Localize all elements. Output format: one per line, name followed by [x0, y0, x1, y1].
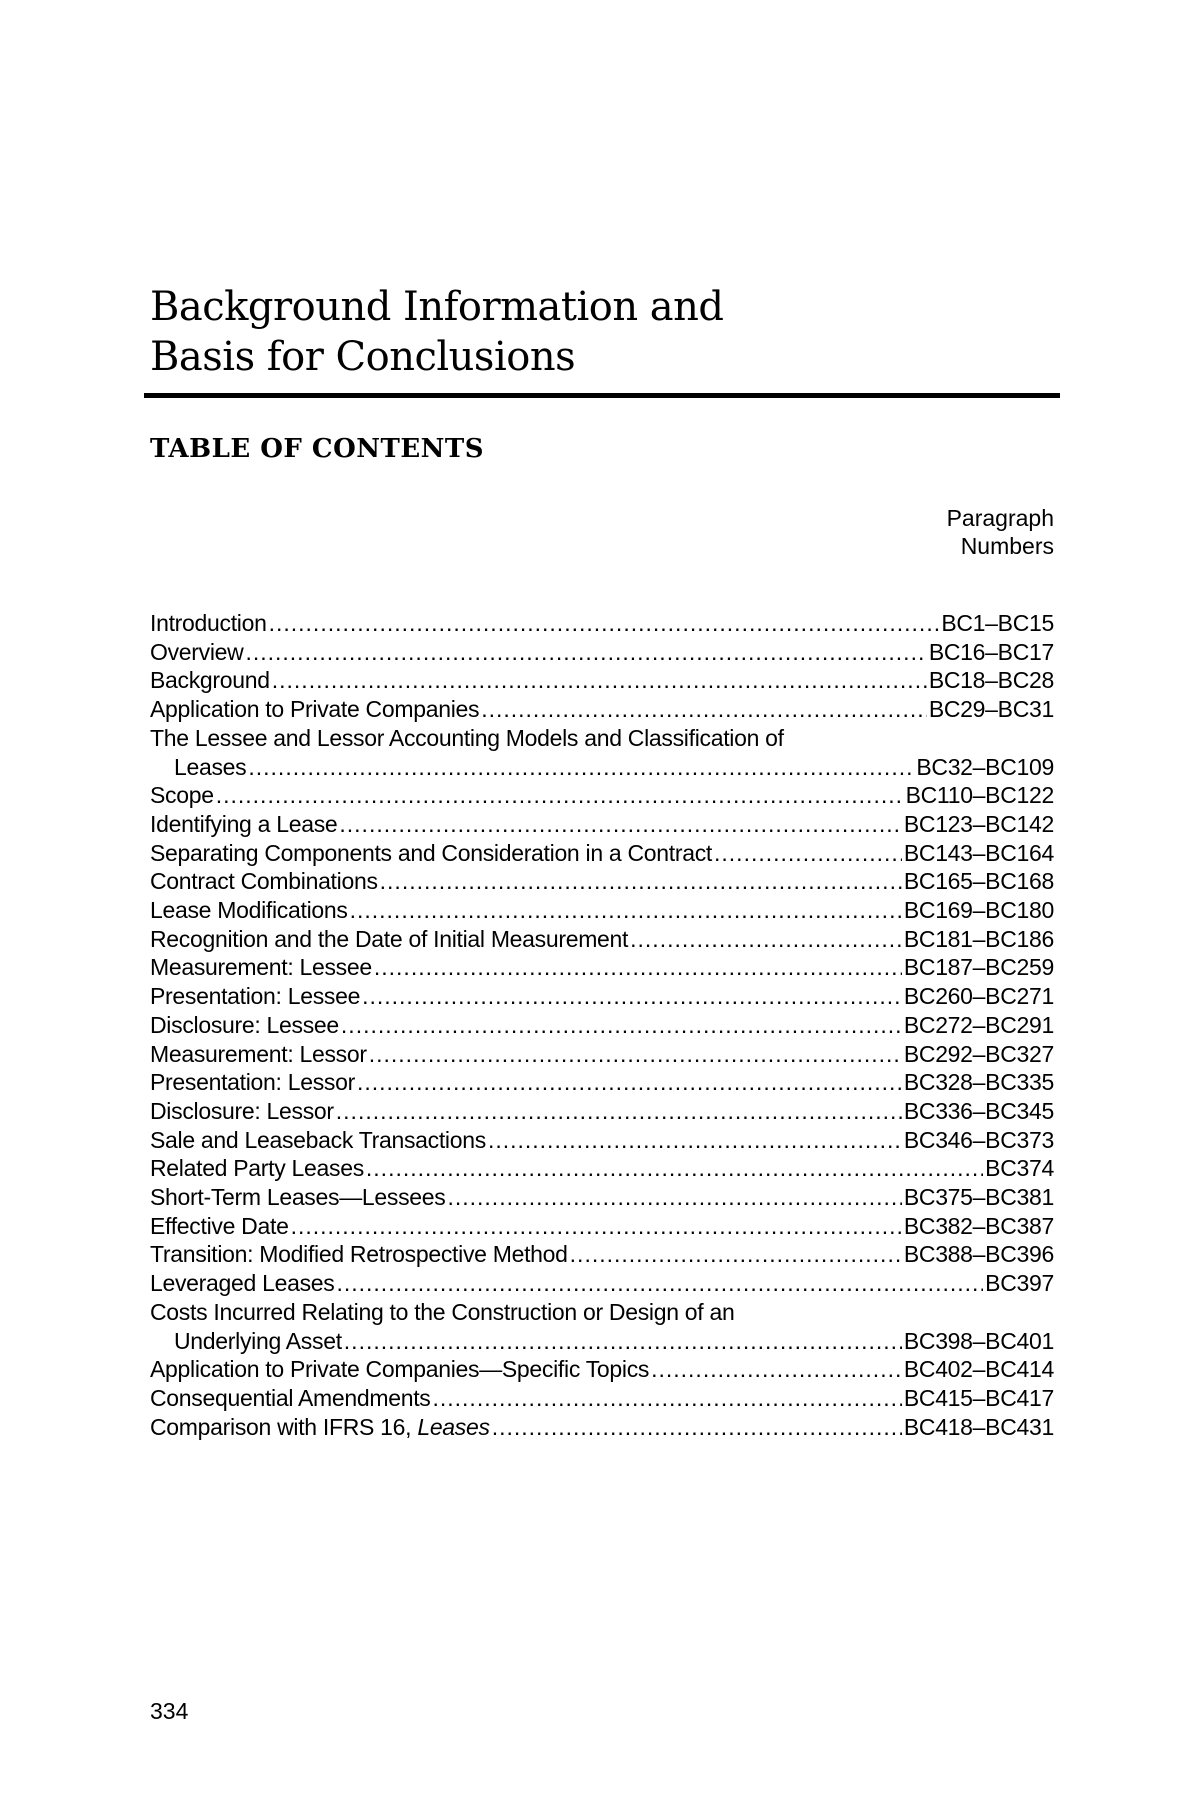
toc-leader-dots	[492, 1413, 902, 1442]
toc-entry-ref: BC402–BC414	[903, 1356, 1054, 1383]
toc-entry-title: Scope	[150, 782, 214, 809]
toc-entry-ref: BC169–BC180	[903, 897, 1054, 924]
toc-entry-ref: BC123–BC142	[903, 810, 1054, 837]
toc-list	[150, 609, 1054, 1441]
toc-entry-title: Related Party Leases	[150, 1155, 364, 1182]
toc-entry-ref: BC375–BC381	[903, 1184, 1054, 1211]
toc-entry-title: The Lessee and Lessor Accounting Models and Classification of	[150, 724, 784, 751]
page-title-line-2: Basis for Conclusions	[150, 334, 576, 380]
toc-entry-ref: BC374	[985, 1155, 1054, 1182]
toc-entry-title: Measurement: Lessor	[150, 1040, 367, 1067]
toc-entry-title: Effective Date	[150, 1212, 289, 1239]
toc-entry	[150, 810, 1054, 839]
toc-leader-dots	[336, 1097, 902, 1126]
paragraph-header-line-2: Numbers	[960, 533, 1054, 559]
toc-entry	[150, 1126, 1054, 1155]
toc-leader-dots	[366, 1154, 983, 1183]
page-number: 334	[150, 1698, 189, 1724]
toc-entry	[150, 1212, 1054, 1241]
toc-leader-dots	[630, 925, 902, 954]
toc-entry	[150, 1298, 1054, 1355]
toc-leader-dots	[362, 982, 902, 1011]
toc-entry-title: Disclosure: Lessor	[150, 1097, 334, 1124]
toc-entry	[150, 982, 1054, 1011]
toc-entry	[150, 1384, 1054, 1413]
toc-leader-dots	[341, 1011, 902, 1040]
toc-entry-title: Identifying a Lease	[150, 810, 338, 837]
toc-entry-title: Recognition and the Date of Initial Measurement	[150, 925, 629, 952]
toc-entry-ref: BC110–BC122	[905, 782, 1054, 809]
toc-entry	[150, 1355, 1054, 1384]
toc-leader-dots	[350, 896, 902, 925]
toc-entry-title: Consequential Amendments	[150, 1384, 431, 1411]
toc-entry-ref: BC16–BC17	[928, 638, 1054, 665]
toc-entry	[150, 1011, 1054, 1040]
toc-entry-title: Leveraged Leases	[150, 1270, 335, 1297]
toc-entry-title: Presentation: Lessee	[150, 983, 361, 1010]
toc-leader-dots	[369, 1040, 902, 1069]
toc-leader-dots	[481, 695, 927, 724]
toc-entry-ref: BC165–BC168	[903, 868, 1054, 895]
toc-entry-continuation	[150, 753, 1054, 782]
toc-entry	[150, 1097, 1054, 1126]
toc-entry-ref: BC382–BC387	[903, 1212, 1054, 1239]
toc-entry-ref: BC29–BC31	[928, 696, 1054, 723]
toc-entry-continuation	[150, 1327, 1054, 1356]
toc-entry	[150, 1068, 1054, 1097]
toc-entry-title: Background	[150, 667, 270, 694]
toc-entry-ref: BC18–BC28	[928, 667, 1054, 694]
toc-entry-title-prefix: Comparison with IFRS 16,	[150, 1413, 418, 1440]
toc-entry-ref: BC292–BC327	[903, 1040, 1054, 1067]
toc-leader-dots	[248, 753, 914, 782]
toc-leader-dots	[216, 781, 904, 810]
toc-entry-ref: BC1–BC15	[941, 610, 1054, 636]
toc-entry	[150, 1183, 1054, 1212]
toc-leader-dots	[488, 1126, 902, 1155]
toc-entry-ref: BC336–BC345	[903, 1097, 1054, 1124]
toc-leader-dots	[651, 1355, 902, 1384]
toc-entry-title: Application to Private Companies	[150, 696, 480, 723]
toc-entry-ref: BC388–BC396	[903, 1241, 1054, 1268]
toc-entry	[150, 1269, 1054, 1298]
toc-entry	[150, 1413, 1054, 1442]
toc-entry	[150, 1240, 1054, 1269]
toc-entry-ref: BC418–BC431	[903, 1413, 1054, 1440]
toc-entry-title: Measurement: Lessee	[150, 954, 372, 981]
toc-entry	[150, 1040, 1054, 1069]
toc-leader-dots	[714, 839, 902, 868]
toc-entry	[150, 1154, 1054, 1183]
toc-leader-dots	[570, 1240, 902, 1269]
toc-entry-ref: BC397	[985, 1270, 1054, 1297]
toc-entry-title: Lease Modifications	[150, 897, 348, 924]
toc-entry-title: Separating Components and Consideration in a Contract	[150, 839, 713, 866]
toc-leader-dots	[339, 810, 901, 839]
toc-entry-title-continued: Leases	[174, 753, 247, 780]
toc-entry-ref: BC32–BC109	[916, 753, 1054, 780]
paragraph-numbers-header	[947, 504, 1054, 560]
toc-entry	[150, 896, 1054, 925]
toc-entry-title: Introduction	[150, 610, 267, 636]
toc-entry-ref: BC328–BC335	[903, 1069, 1054, 1096]
toc-leader-dots	[374, 953, 902, 982]
toc-leader-dots	[447, 1183, 901, 1212]
toc-entry-ref: BC187–BC259	[903, 954, 1054, 981]
toc-entry-ref: BC346–BC373	[903, 1126, 1054, 1153]
toc-leader-dots	[245, 638, 926, 667]
toc-entry	[150, 666, 1054, 695]
toc-entry-ref: BC143–BC164	[903, 839, 1054, 866]
toc-leader-dots	[291, 1212, 902, 1241]
toc-entry	[150, 925, 1054, 954]
page-title-line-1: Background Information and	[150, 284, 724, 330]
toc-leader-dots	[357, 1068, 902, 1097]
toc-entry	[150, 953, 1054, 982]
toc-entry	[150, 638, 1054, 667]
toc-entry-ref: BC260–BC271	[903, 983, 1054, 1010]
toc-entry	[150, 839, 1054, 868]
toc-entry	[150, 724, 1054, 781]
toc-entry-title-continued: Underlying Asset	[174, 1327, 342, 1354]
toc-leader-dots	[380, 867, 902, 896]
toc-entry-title: Transition: Modified Retrospective Method	[150, 1241, 568, 1268]
toc-entry	[150, 781, 1054, 810]
toc-entry-ref: BC398–BC401	[903, 1327, 1054, 1354]
toc-entry-ref: BC415–BC417	[903, 1384, 1054, 1411]
toc-leader-dots	[272, 666, 927, 695]
toc-entry	[150, 609, 1054, 638]
toc-heading: TABLE OF CONTENTS	[150, 434, 485, 464]
toc-entry-title: Overview	[150, 638, 244, 665]
title-rule	[144, 393, 1060, 398]
toc-entry-title-italic: Leases	[417, 1413, 490, 1440]
toc-entry	[150, 695, 1054, 724]
toc-leader-dots	[344, 1327, 902, 1356]
toc-entry-title: Costs Incurred Relating to the Construction or Design of an	[150, 1298, 735, 1325]
page-title	[150, 282, 1050, 382]
toc-leader-dots	[336, 1269, 983, 1298]
toc-leader-dots	[432, 1384, 901, 1413]
toc-entry-ref: BC272–BC291	[903, 1011, 1054, 1038]
toc-entry-title: Sale and Leaseback Transactions	[150, 1126, 486, 1153]
toc-entry-title: Application to Private Companies—Specific Topics	[150, 1356, 650, 1383]
paragraph-header-line-1: Paragraph	[946, 505, 1054, 531]
toc-entry-title: Contract Combinations	[150, 868, 378, 895]
toc-entry-title: Disclosure: Lessee	[150, 1011, 339, 1038]
toc-entry-title: Short-Term Leases—Lessees	[150, 1184, 446, 1211]
toc-leader-dots	[269, 609, 940, 638]
toc-entry-ref: BC181–BC186	[903, 925, 1054, 952]
toc-entry-title	[150, 1413, 490, 1442]
toc-entry	[150, 867, 1054, 896]
toc-entry-title: Presentation: Lessor	[150, 1069, 355, 1096]
